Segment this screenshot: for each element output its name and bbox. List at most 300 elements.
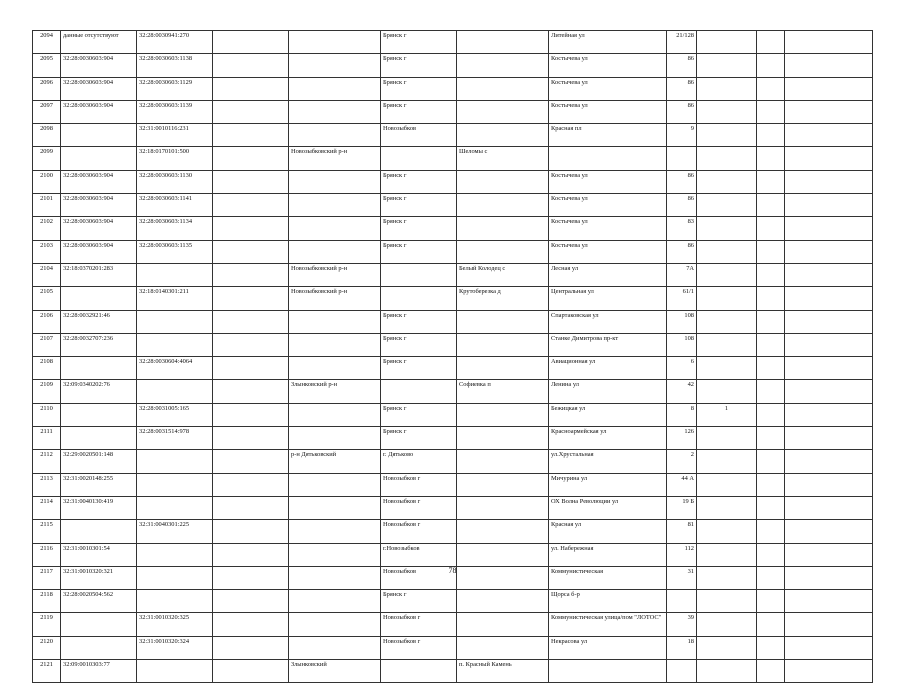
row-number-cell: 2105: [33, 287, 61, 310]
extra-cell: [697, 287, 757, 310]
city-cell: Новозыбков: [381, 124, 457, 147]
settlement-cell: [457, 496, 549, 519]
cadastral-number-cell: [61, 287, 137, 310]
table-row: [33, 287, 873, 310]
city-cell: [381, 263, 457, 286]
city-cell: Брянск г: [381, 31, 457, 54]
cadastral-number-cell: [61, 520, 137, 543]
extra-cell-2: [757, 240, 785, 263]
house-cell: 112: [667, 543, 697, 566]
cadastral-number-cell: [61, 427, 137, 450]
empty-cell: [213, 403, 289, 426]
street-cell: Станке Димитрова пр-кт: [549, 333, 667, 356]
city-cell: [381, 147, 457, 170]
house-cell: 6: [667, 357, 697, 380]
extra-cell-2: [757, 613, 785, 636]
settlement-cell: [457, 54, 549, 77]
row-number-cell: 2094: [33, 31, 61, 54]
table-row: [33, 77, 873, 100]
cadastral-number-2-cell: 32:31:0010320:325: [137, 613, 213, 636]
district-cell: [289, 590, 381, 613]
settlement-cell: [457, 473, 549, 496]
street-cell: Костычева ул: [549, 170, 667, 193]
empty-cell: [213, 194, 289, 217]
cadastral-number-cell: 32:29:0020501:148: [61, 450, 137, 473]
street-cell: ул. Набережная: [549, 543, 667, 566]
street-cell: ОХ Волна Революции ул: [549, 496, 667, 519]
city-cell: Брянск г: [381, 357, 457, 380]
district-cell: [289, 427, 381, 450]
extra-cell-2: [757, 496, 785, 519]
table-row: [33, 520, 873, 543]
district-cell: [289, 310, 381, 333]
cadastral-number-cell: 32:28:0030603:904: [61, 240, 137, 263]
extra-cell-2: [757, 217, 785, 240]
cadastral-number-cell: 32:28:0030603:904: [61, 54, 137, 77]
extra-cell-2: [757, 520, 785, 543]
extra-cell-2: [757, 590, 785, 613]
empty-cell: [213, 31, 289, 54]
extra-cell-2: [757, 100, 785, 123]
city-cell: Новозыбков г: [381, 613, 457, 636]
street-cell: ул.Хрустальная: [549, 450, 667, 473]
settlement-cell: [457, 427, 549, 450]
settlement-cell: [457, 450, 549, 473]
house-cell: 108: [667, 333, 697, 356]
extra-cell-3: [785, 427, 873, 450]
house-cell: 81: [667, 520, 697, 543]
extra-cell-3: [785, 287, 873, 310]
cadastral-number-cell: 32:28:0020504:562: [61, 590, 137, 613]
house-cell: 44 А: [667, 473, 697, 496]
district-cell: [289, 217, 381, 240]
row-number-cell: 2095: [33, 54, 61, 77]
cadastral-number-2-cell: 32:28:0030941:270: [137, 31, 213, 54]
row-number-cell: 2116: [33, 543, 61, 566]
district-cell: [289, 54, 381, 77]
extra-cell-3: [785, 100, 873, 123]
extra-cell-3: [785, 357, 873, 380]
cadastral-number-2-cell: 32:28:0030603:1141: [137, 194, 213, 217]
district-cell: [289, 403, 381, 426]
empty-cell: [213, 100, 289, 123]
city-cell: [381, 287, 457, 310]
row-number-cell: 2104: [33, 263, 61, 286]
extra-cell: [697, 520, 757, 543]
empty-cell: [213, 263, 289, 286]
row-number-cell: 2117: [33, 566, 61, 589]
extra-cell: [697, 100, 757, 123]
row-number-cell: 2109: [33, 380, 61, 403]
extra-cell-3: [785, 473, 873, 496]
row-number-cell: 2106: [33, 310, 61, 333]
district-cell: [289, 100, 381, 123]
house-cell: [667, 660, 697, 683]
table-row: [33, 660, 873, 683]
city-cell: Брянск г: [381, 194, 457, 217]
district-cell: Новозыбковский р-н: [289, 263, 381, 286]
city-cell: Брянск г: [381, 217, 457, 240]
extra-cell-3: [785, 403, 873, 426]
table-row: [33, 170, 873, 193]
extra-cell-2: [757, 194, 785, 217]
row-number-cell: 2111: [33, 427, 61, 450]
district-cell: [289, 170, 381, 193]
cadastral-number-cell: 32:28:0030603:904: [61, 194, 137, 217]
cadastral-number-cell: 32:28:0030603:904: [61, 100, 137, 123]
extra-cell: [697, 380, 757, 403]
cadastral-number-2-cell: 32:31:0010320:324: [137, 636, 213, 659]
table-row: [33, 543, 873, 566]
empty-cell: [213, 496, 289, 519]
city-cell: Новозыбков: [381, 566, 457, 589]
city-cell: Брянск г: [381, 240, 457, 263]
extra-cell-3: [785, 496, 873, 519]
table-body: [33, 31, 873, 683]
extra-cell-3: [785, 380, 873, 403]
empty-cell: [213, 217, 289, 240]
city-cell: Брянск г: [381, 590, 457, 613]
row-number-cell: 2097: [33, 100, 61, 123]
city-cell: Новозыбков г: [381, 473, 457, 496]
street-cell: Костычева ул: [549, 77, 667, 100]
row-number-cell: 2118: [33, 590, 61, 613]
extra-cell: [697, 217, 757, 240]
cadastral-number-cell: 32:31:0040130:419: [61, 496, 137, 519]
extra-cell-2: [757, 170, 785, 193]
table-row: [33, 403, 873, 426]
empty-cell: [213, 170, 289, 193]
extra-cell-3: [785, 310, 873, 333]
extra-cell-2: [757, 357, 785, 380]
cadastral-number-2-cell: 32:28:0030603:1139: [137, 100, 213, 123]
table-row: [33, 240, 873, 263]
district-cell: [289, 543, 381, 566]
empty-cell: [213, 450, 289, 473]
house-cell: 19 Б: [667, 496, 697, 519]
table-row: [33, 333, 873, 356]
house-cell: 86: [667, 240, 697, 263]
cadastral-number-2-cell: [137, 380, 213, 403]
extra-cell: [697, 450, 757, 473]
extra-cell-3: [785, 54, 873, 77]
row-number-cell: 2121: [33, 660, 61, 683]
extra-cell-3: [785, 613, 873, 636]
extra-cell-3: [785, 543, 873, 566]
empty-cell: [213, 240, 289, 263]
extra-cell-3: [785, 333, 873, 356]
district-cell: [289, 124, 381, 147]
district-cell: [289, 496, 381, 519]
house-cell: 61/1: [667, 287, 697, 310]
extra-cell-3: [785, 31, 873, 54]
house-cell: [667, 147, 697, 170]
cadastral-number-cell: 32:09:0010303:77: [61, 660, 137, 683]
extra-cell-3: [785, 660, 873, 683]
cadastral-number-2-cell: 32:28:0031005:165: [137, 403, 213, 426]
city-cell: г. Дятьково: [381, 450, 457, 473]
house-cell: 108: [667, 310, 697, 333]
row-number-cell: 2102: [33, 217, 61, 240]
cadastral-number-cell: 32:28:0032707:236: [61, 333, 137, 356]
table-row: [33, 380, 873, 403]
empty-cell: [213, 310, 289, 333]
extra-cell: [697, 240, 757, 263]
settlement-cell: Крутоберезка д: [457, 287, 549, 310]
house-cell: 8: [667, 403, 697, 426]
house-cell: 86: [667, 194, 697, 217]
cadastral-number-2-cell: 32:28:0031514:978: [137, 427, 213, 450]
cadastral-number-2-cell: 32:18:0140301:211: [137, 287, 213, 310]
city-cell: Брянск г: [381, 310, 457, 333]
extra-cell-3: [785, 590, 873, 613]
district-cell: [289, 613, 381, 636]
extra-cell-2: [757, 450, 785, 473]
settlement-cell: [457, 310, 549, 333]
street-cell: Некрасова ул: [549, 636, 667, 659]
cadastral-number-2-cell: [137, 333, 213, 356]
settlement-cell: [457, 590, 549, 613]
street-cell: Костычева ул: [549, 217, 667, 240]
extra-cell-3: [785, 240, 873, 263]
table-row: [33, 124, 873, 147]
cadastral-number-2-cell: [137, 543, 213, 566]
table-row: [33, 263, 873, 286]
district-cell: [289, 473, 381, 496]
row-number-cell: 2119: [33, 613, 61, 636]
row-number-cell: 2110: [33, 403, 61, 426]
house-cell: 126: [667, 427, 697, 450]
empty-cell: [213, 124, 289, 147]
row-number-cell: 2099: [33, 147, 61, 170]
cadastral-number-cell: 32:31:0020148:255: [61, 473, 137, 496]
settlement-cell: [457, 217, 549, 240]
extra-cell: [697, 357, 757, 380]
cadastral-number-cell: 32:28:0030603:904: [61, 217, 137, 240]
row-number-cell: 2098: [33, 124, 61, 147]
empty-cell: [213, 520, 289, 543]
district-cell: Новозыбковский р-н: [289, 287, 381, 310]
cadastral-number-2-cell: 32:28:0030603:1129: [137, 77, 213, 100]
extra-cell: [697, 333, 757, 356]
empty-cell: [213, 357, 289, 380]
extra-cell-3: [785, 217, 873, 240]
row-number-cell: 2101: [33, 194, 61, 217]
street-cell: Коммунистическая улица/пом "ЛОТОС": [549, 613, 667, 636]
extra-cell: [697, 147, 757, 170]
house-cell: 21/128: [667, 31, 697, 54]
table-row: [33, 590, 873, 613]
settlement-cell: [457, 170, 549, 193]
row-number-cell: 2114: [33, 496, 61, 519]
house-cell: 9: [667, 124, 697, 147]
city-cell: Брянск г: [381, 77, 457, 100]
city-cell: Брянск г: [381, 100, 457, 123]
settlement-cell: [457, 100, 549, 123]
extra-cell: [697, 124, 757, 147]
cadastral-number-2-cell: 32:18:0170101:500: [137, 147, 213, 170]
cadastral-number-2-cell: 32:31:0010116:231: [137, 124, 213, 147]
extra-cell: [697, 77, 757, 100]
street-cell: Бежицкая ул: [549, 403, 667, 426]
cadastral-number-2-cell: [137, 660, 213, 683]
cadastral-number-cell: [61, 124, 137, 147]
cadastral-number-cell: [61, 613, 137, 636]
district-cell: [289, 520, 381, 543]
table-row: [33, 357, 873, 380]
cadastral-number-cell: 32:09:0340202:76: [61, 380, 137, 403]
settlement-cell: Софиевка п: [457, 380, 549, 403]
city-cell: Брянск г: [381, 170, 457, 193]
street-cell: Авиационная ул: [549, 357, 667, 380]
house-cell: 39: [667, 613, 697, 636]
house-cell: 86: [667, 100, 697, 123]
street-cell: Костычева ул: [549, 100, 667, 123]
table-row: [33, 427, 873, 450]
extra-cell: [697, 590, 757, 613]
cadastral-number-2-cell: 32:31:0040301:225: [137, 520, 213, 543]
street-cell: Лесная ул: [549, 263, 667, 286]
house-cell: 2: [667, 450, 697, 473]
cadastral-number-cell: данные отсутствуют: [61, 31, 137, 54]
row-number-cell: 2096: [33, 77, 61, 100]
extra-cell: [697, 194, 757, 217]
settlement-cell: [457, 543, 549, 566]
extra-cell-3: [785, 263, 873, 286]
row-number-cell: 2115: [33, 520, 61, 543]
settlement-cell: [457, 194, 549, 217]
row-number-cell: 2120: [33, 636, 61, 659]
extra-cell-2: [757, 543, 785, 566]
empty-cell: [213, 473, 289, 496]
district-cell: Злынковский р-н: [289, 380, 381, 403]
house-cell: 86: [667, 54, 697, 77]
table-row: [33, 147, 873, 170]
city-cell: Новозыбков г: [381, 636, 457, 659]
row-number-cell: 2113: [33, 473, 61, 496]
row-number-cell: 2103: [33, 240, 61, 263]
settlement-cell: [457, 240, 549, 263]
street-cell: Коммунистическая: [549, 566, 667, 589]
street-cell: Красноармейская ул: [549, 427, 667, 450]
settlement-cell: [457, 124, 549, 147]
extra-cell-2: [757, 380, 785, 403]
house-cell: 18: [667, 636, 697, 659]
empty-cell: [213, 333, 289, 356]
settlement-cell: [457, 333, 549, 356]
extra-cell-2: [757, 403, 785, 426]
table-row: [33, 31, 873, 54]
street-cell: Литейная ул: [549, 31, 667, 54]
empty-cell: [213, 380, 289, 403]
cadastral-number-2-cell: [137, 496, 213, 519]
table-row: [33, 450, 873, 473]
street-cell: Костычева ул: [549, 240, 667, 263]
extra-cell-3: [785, 194, 873, 217]
table-row: [33, 217, 873, 240]
street-cell: Костычева ул: [549, 194, 667, 217]
settlement-cell: Шеломы с: [457, 147, 549, 170]
extra-cell: [697, 473, 757, 496]
row-number-cell: 2108: [33, 357, 61, 380]
extra-cell-2: [757, 333, 785, 356]
cadastral-number-cell: 32:28:0032921:46: [61, 310, 137, 333]
extra-cell-2: [757, 473, 785, 496]
table-row: [33, 54, 873, 77]
city-cell: Брянск г: [381, 54, 457, 77]
table-row: [33, 496, 873, 519]
settlement-cell: [457, 31, 549, 54]
extra-cell-3: [785, 77, 873, 100]
cadastral-number-2-cell: [137, 590, 213, 613]
district-cell: [289, 357, 381, 380]
empty-cell: [213, 427, 289, 450]
cadastral-number-2-cell: [137, 450, 213, 473]
extra-cell-3: [785, 170, 873, 193]
settlement-cell: [457, 357, 549, 380]
table-row: [33, 194, 873, 217]
settlement-cell: Белый Колодец с: [457, 263, 549, 286]
cadastral-number-2-cell: [137, 310, 213, 333]
empty-cell: [213, 147, 289, 170]
table-row: [33, 310, 873, 333]
house-cell: 86: [667, 170, 697, 193]
extra-cell-2: [757, 427, 785, 450]
city-cell: Брянск г: [381, 427, 457, 450]
house-cell: 86: [667, 77, 697, 100]
district-cell: Новозыбковский р-н: [289, 147, 381, 170]
cadastral-number-cell: [61, 357, 137, 380]
cadastral-number-cell: [61, 147, 137, 170]
extra-cell: [697, 263, 757, 286]
cadastral-number-cell: 32:31:0010320:321: [61, 566, 137, 589]
district-cell: [289, 240, 381, 263]
house-cell: 31: [667, 566, 697, 589]
street-cell: Красная ул: [549, 520, 667, 543]
extra-cell-2: [757, 310, 785, 333]
extra-cell: [697, 613, 757, 636]
settlement-cell: п. Красный Камень: [457, 660, 549, 683]
extra-cell-2: [757, 147, 785, 170]
city-cell: Новозыбков г: [381, 496, 457, 519]
registry-table: [32, 30, 873, 683]
extra-cell-2: [757, 287, 785, 310]
house-cell: 7А: [667, 263, 697, 286]
extra-cell: 1: [697, 403, 757, 426]
extra-cell-2: [757, 263, 785, 286]
extra-cell: [697, 543, 757, 566]
table-row: [33, 613, 873, 636]
extra-cell: [697, 31, 757, 54]
empty-cell: [213, 590, 289, 613]
extra-cell-3: [785, 124, 873, 147]
cadastral-number-2-cell: 32:28:0030604:4064: [137, 357, 213, 380]
extra-cell-2: [757, 660, 785, 683]
empty-cell: [213, 287, 289, 310]
settlement-cell: [457, 403, 549, 426]
page-number: 78: [448, 566, 457, 575]
extra-cell-3: [785, 450, 873, 473]
cadastral-number-2-cell: 32:28:0030603:1134: [137, 217, 213, 240]
house-cell: 42: [667, 380, 697, 403]
street-cell: [549, 147, 667, 170]
extra-cell: [697, 54, 757, 77]
district-cell: Злынковский: [289, 660, 381, 683]
street-cell: [549, 660, 667, 683]
cadastral-number-cell: 32:18:0370201:283: [61, 263, 137, 286]
cadastral-number-2-cell: [137, 473, 213, 496]
extra-cell: [697, 170, 757, 193]
